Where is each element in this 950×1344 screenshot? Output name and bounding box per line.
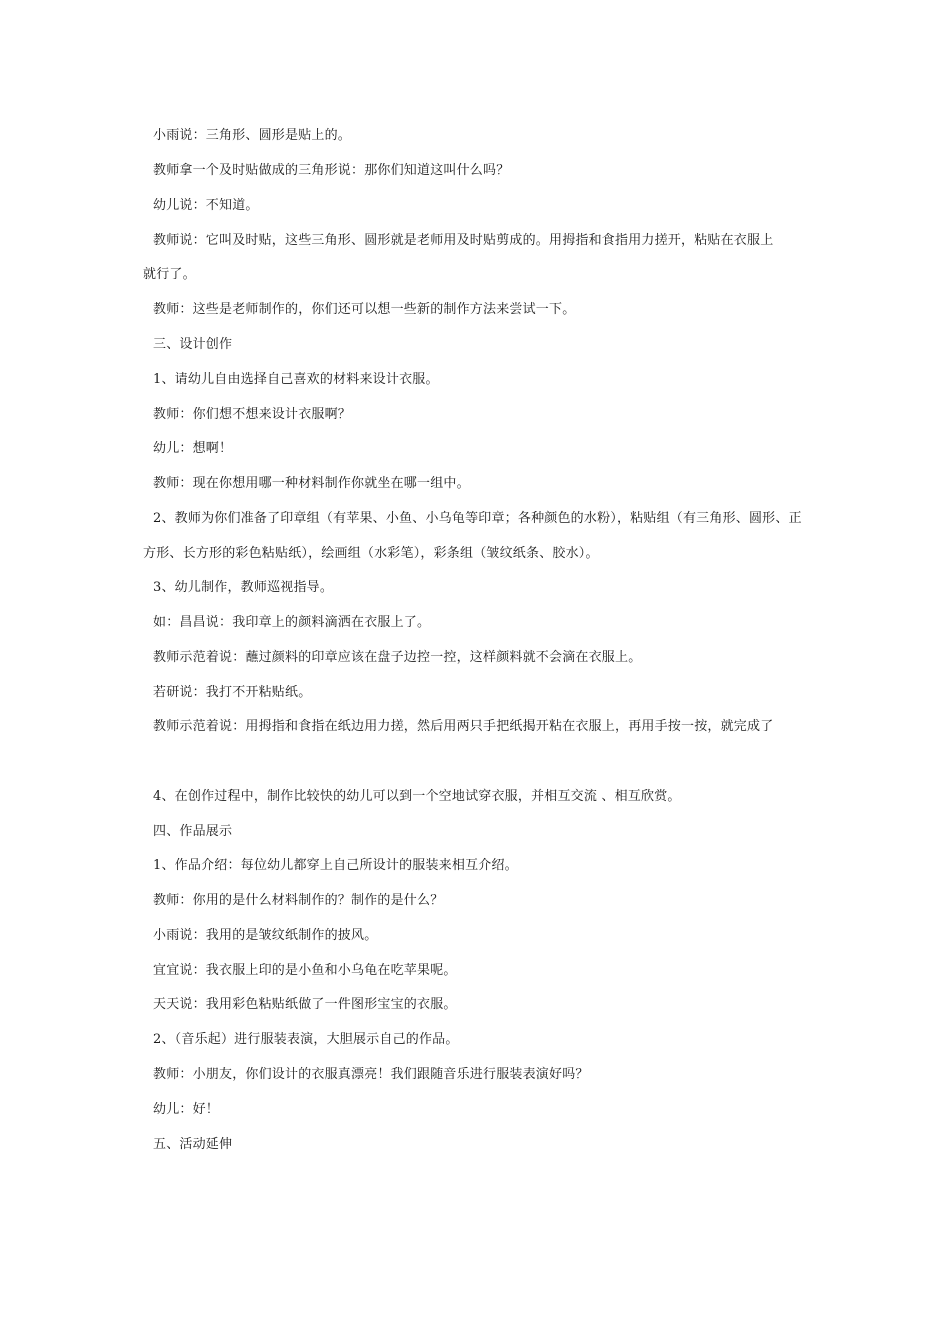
dialogue-line-continued: 就行了。 xyxy=(143,267,196,282)
dialogue-line: 教师：你用的是什么材料制作的？制作的是什么？ xyxy=(153,893,444,908)
dialogue-line: 天天说：我用彩色粘贴纸做了一件图形宝宝的衣服。 xyxy=(153,997,457,1012)
dialogue-line: 宜宜说：我衣服上印的是小鱼和小乌龟在吃苹果呢。 xyxy=(153,963,457,978)
step-item: 1、作品介绍：每位幼儿都穿上自己所设计的服装来相互介绍。 xyxy=(153,858,518,873)
dialogue-line: 小雨说：我用的是皱纹纸制作的披风。 xyxy=(153,928,378,943)
section-heading: 五、活动延伸 xyxy=(153,1137,233,1152)
dialogue-line: 教师：现在你想用哪一种材料制作你就坐在哪一组中。 xyxy=(153,476,470,491)
dialogue-line: 如：昌昌说：我印章上的颜料滴洒在衣服上了。 xyxy=(153,615,431,630)
dialogue-line: 教师示范着说：蘸过颜料的印章应该在盘子边控一控，这样颜料就不会滴在衣服上。 xyxy=(153,650,642,665)
dialogue-line: 小雨说：三角形、圆形是贴上的。 xyxy=(153,128,352,143)
dialogue-line: 教师说：它叫及时贴，这些三角形、圆形就是老师用及时贴剪成的。用拇指和食指用力搓开，粘贴在衣服上 xyxy=(153,233,774,248)
dialogue-line: 教师：你们想不想来设计衣服啊？ xyxy=(153,407,352,422)
step-item: 4、在创作过程中，制作比较快的幼儿可以到一个空地试穿衣服，并相互交流 、相互欣赏。 xyxy=(153,789,681,804)
step-item-continued: 方形、长方形的彩色粘贴纸），绘画组（水彩笔），彩条组（皱纹纸条、胶水）。 xyxy=(143,546,599,561)
dialogue-line: 若研说：我打不开粘贴纸。 xyxy=(153,685,312,700)
step-item: 3、幼儿制作，教师巡视指导。 xyxy=(153,580,334,595)
dialogue-line: 教师拿一个及时贴做成的三角形说：那你们知道这叫什么吗？ xyxy=(153,163,510,178)
section-heading: 四、作品展示 xyxy=(153,824,233,839)
dialogue-line: 幼儿：想啊！ xyxy=(153,441,233,456)
dialogue-line: 幼儿：好！ xyxy=(153,1102,220,1117)
step-item: 2、教师为你们准备了印章组（有苹果、小鱼、小乌龟等印章；各种颜色的水粉），粘贴组（有三角形、圆形、正 xyxy=(153,511,802,526)
dialogue-line: 教师示范着说：用拇指和食指在纸边用力搓，然后用两只手把纸揭开粘在衣服上，再用手按一按，就完成了 xyxy=(153,719,774,734)
dialogue-line: 教师：小朋友，你们设计的衣服真漂亮！我们跟随音乐进行服装表演好吗？ xyxy=(153,1067,589,1082)
section-heading: 三、设计创作 xyxy=(153,337,233,352)
dialogue-line: 幼儿说：不知道。 xyxy=(153,198,259,213)
step-item: 1、请幼儿自由选择自己喜欢的材料来设计衣服。 xyxy=(153,372,439,387)
step-item: 2、（音乐起）进行服装表演，大胆展示自己的作品。 xyxy=(153,1032,459,1047)
dialogue-line: 教师：这些是老师制作的，你们还可以想一些新的制作方法来尝试一下。 xyxy=(153,302,576,317)
